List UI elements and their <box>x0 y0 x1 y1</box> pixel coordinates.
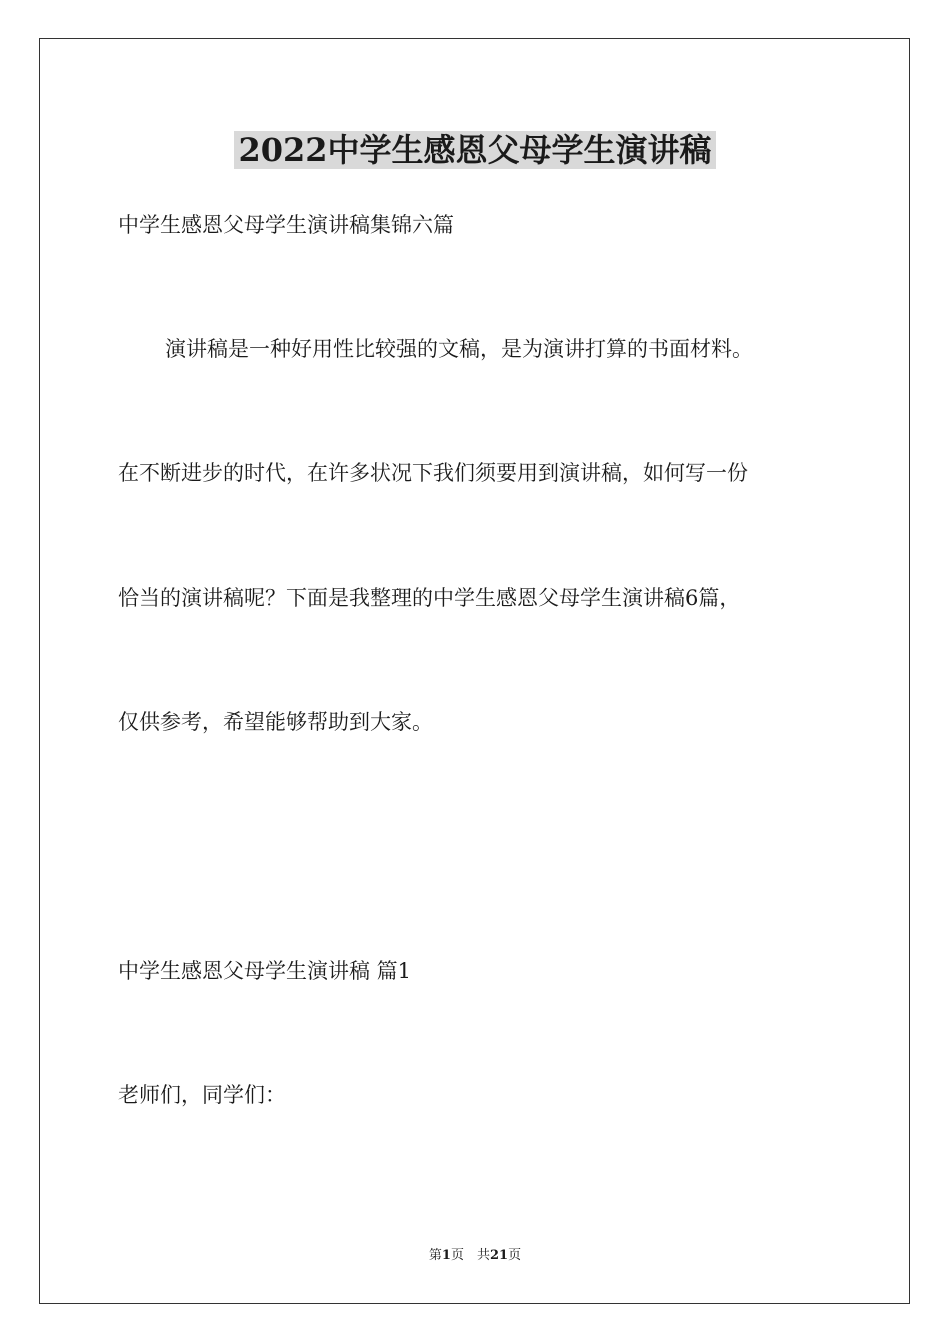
footer-prefix: 第 <box>428 1248 442 1263</box>
intro-line-1: 演讲稿是一种好用性比较强的文稿，是为演讲打算的书面材料。 <box>165 337 753 361</box>
greeting-line: 老师们，同学们： <box>118 1083 286 1107</box>
intro-line-4: 仅供参考，希望能够帮助到大家。 <box>118 710 433 734</box>
document-title-text: 2022中学生感恩父母学生演讲稿 <box>234 131 715 169</box>
page-footer <box>0 1247 950 1265</box>
footer-page-total: 21 <box>489 1248 509 1263</box>
section-heading: 中学生感恩父母学生演讲稿 篇1 <box>118 959 412 983</box>
document-title <box>0 128 950 172</box>
intro-line-2: 在不断进步的时代，在许多状况下我们须要用到演讲稿，如何写一份 <box>118 461 748 485</box>
intro-line-3: 恰当的演讲稿呢？下面是我整理的中学生感恩父母学生演讲稿6篇， <box>118 586 741 610</box>
footer-page-current: 1 <box>441 1248 451 1263</box>
footer-suffix: 页 <box>508 1248 522 1263</box>
document-subtitle: 中学生感恩父母学生演讲稿集锦六篇 <box>118 213 454 237</box>
footer-mid: 页 共 <box>450 1248 490 1263</box>
